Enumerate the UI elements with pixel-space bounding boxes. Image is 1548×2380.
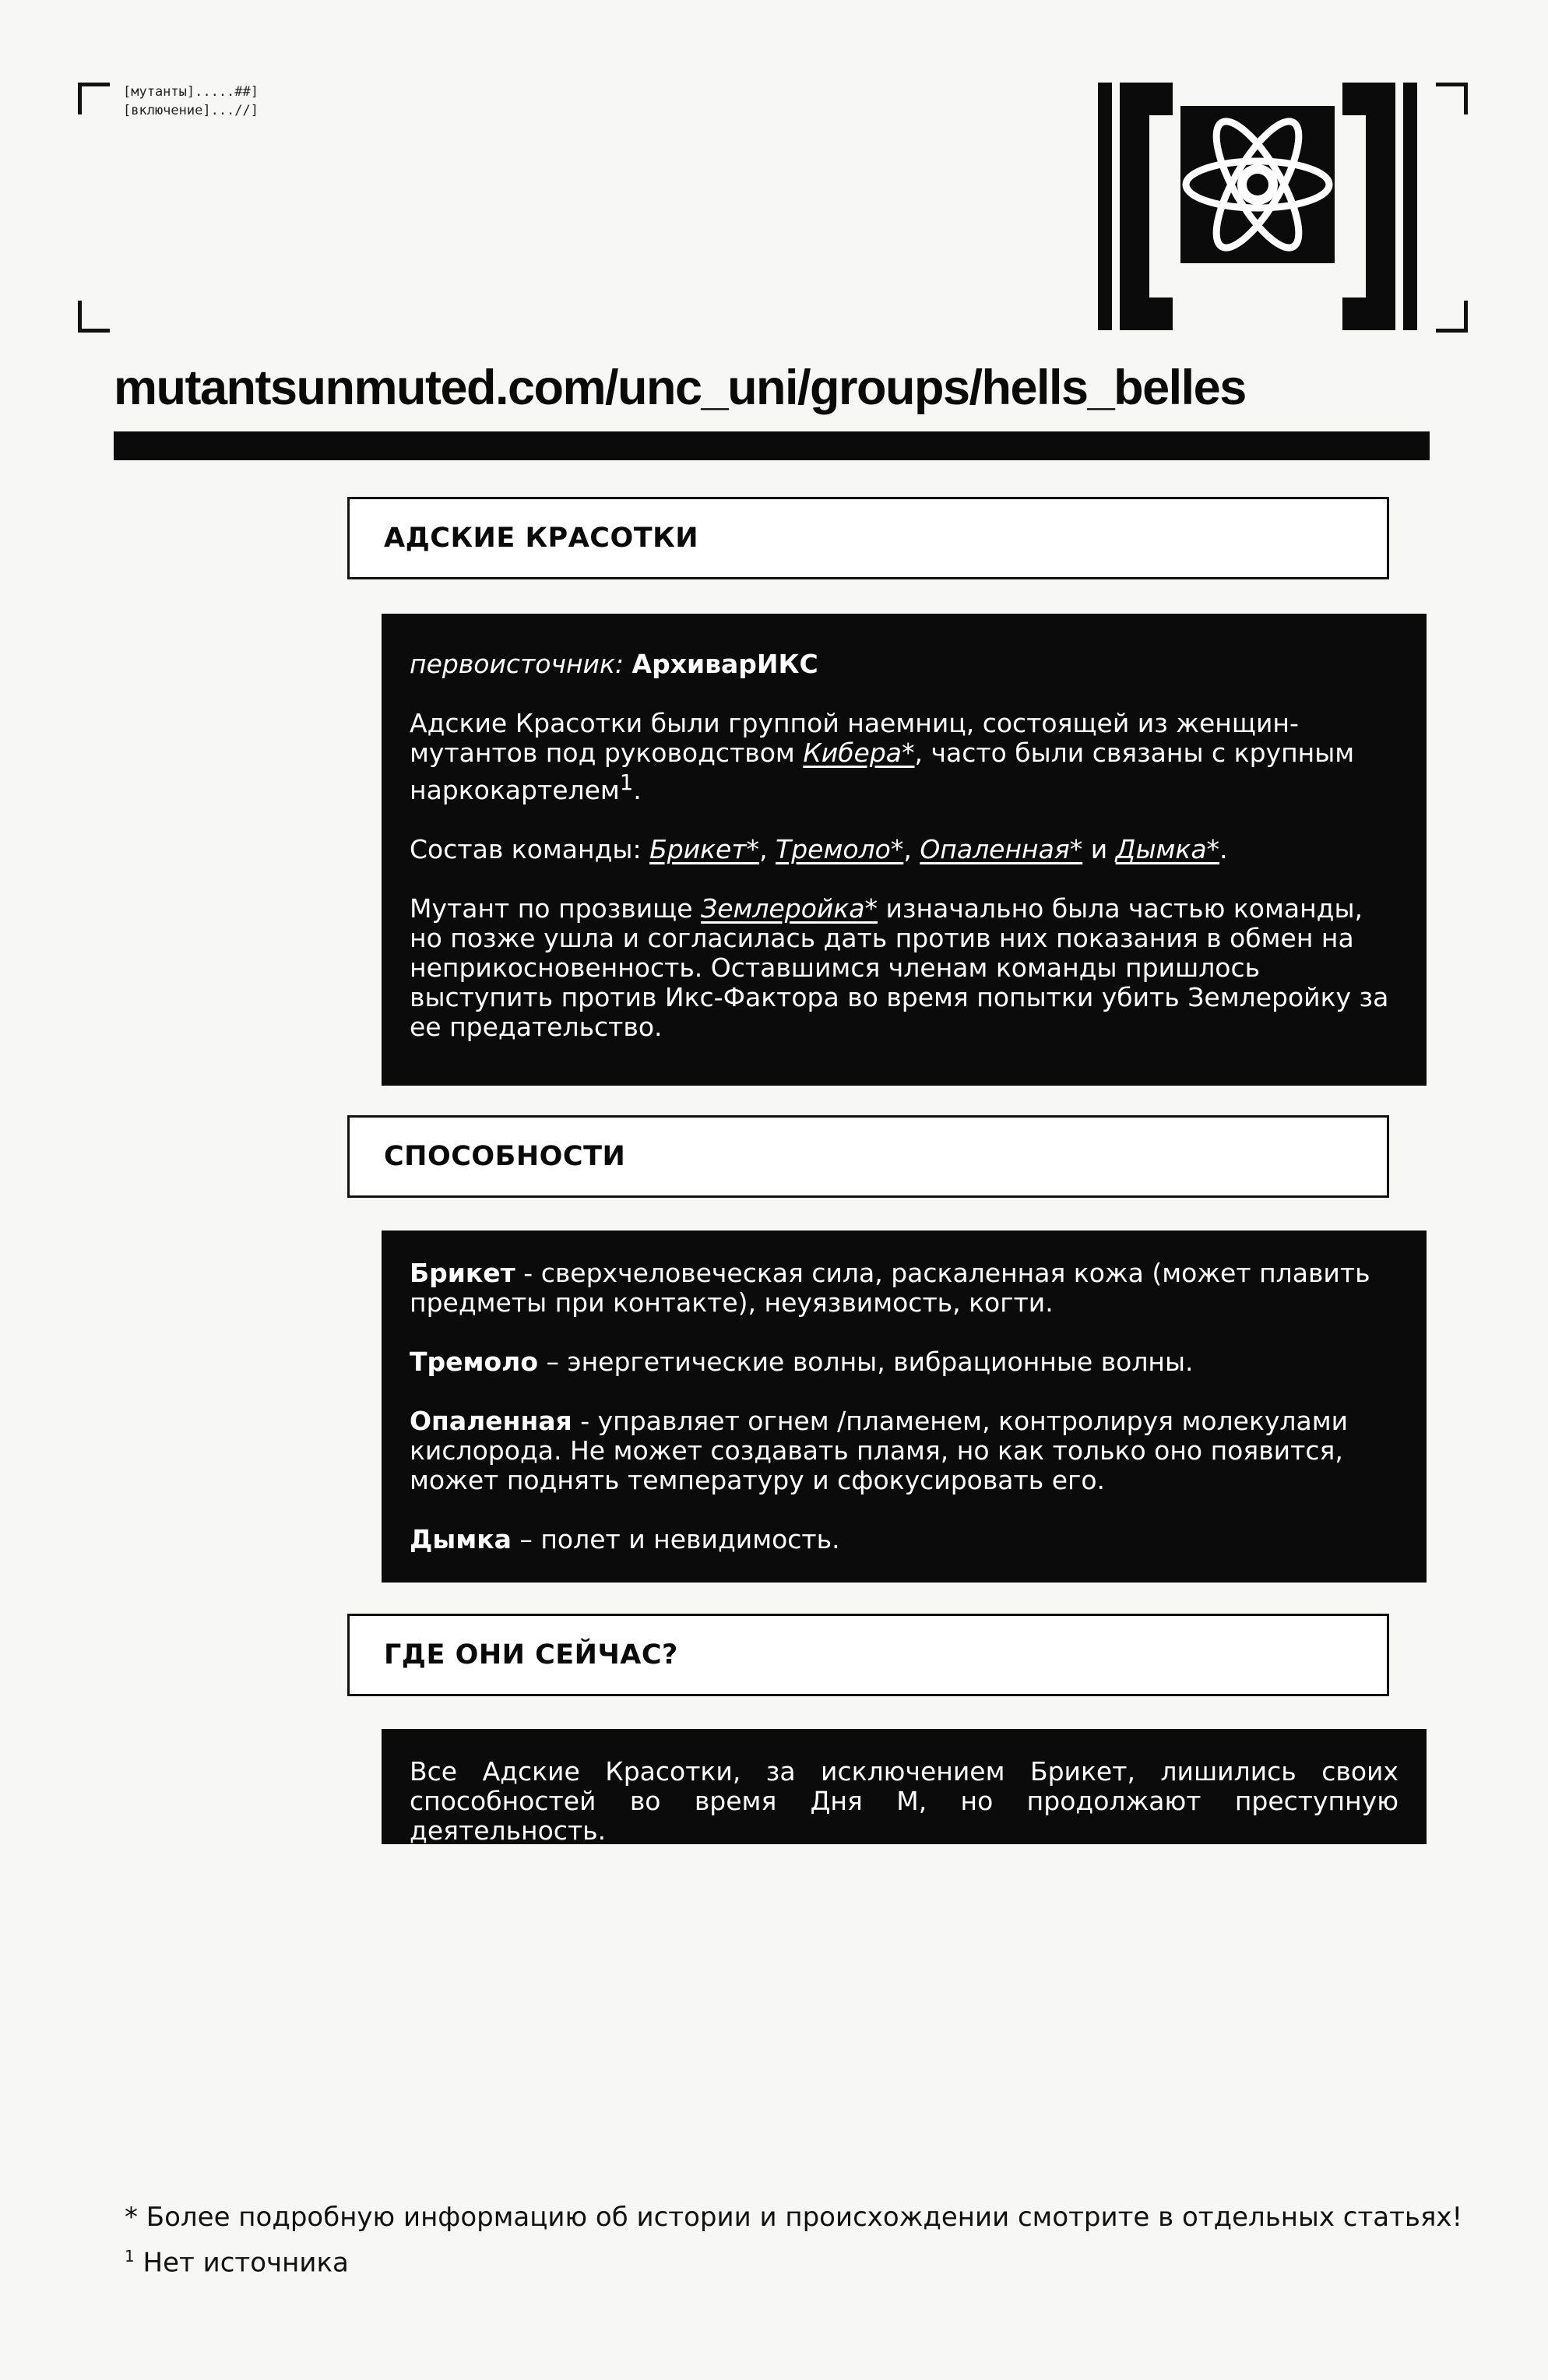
power-item [410, 1259, 1398, 1318]
text-span: , часто были связаны с крупным наркокартелем [410, 738, 1355, 805]
power-text: - управляет огнем /пламенем, контролируя молекулами кислорода. Не может создавать пламя, но как только оно появится, может поднять температуру и сфокусировать его. [410, 1406, 1349, 1495]
source-value: АрхиварИКС [632, 649, 818, 679]
footnote-mark: 1 [125, 2247, 135, 2266]
now-text: Все Адские Красотки, за исключением Брикет, лишились своих способностей во время Дня М, но продолжают преступную деятельность. [410, 1756, 1398, 1846]
text-span: Мутант по прозвище [410, 893, 702, 924]
frame-corner-bottom-right [1436, 301, 1468, 333]
footnote-star: * Более подробную информацию об истории и происхождении смотрите в отдельных статьях! [125, 2202, 1463, 2233]
power-item [410, 1525, 1398, 1554]
text-span: , [903, 834, 920, 864]
link-opalennaya[interactable]: Опаленная* [920, 834, 1083, 864]
link-briket[interactable]: Брикет* [649, 834, 760, 864]
frame-corner-bottom-left [78, 301, 110, 333]
overview-paragraph-2 [410, 835, 1398, 864]
corner-tag-inclusion: [включение]...//] [123, 103, 259, 118]
power-name: Брикет [410, 1258, 515, 1288]
header-rule [114, 431, 1430, 460]
link-kiber[interactable]: Кибера* [803, 738, 915, 768]
overview-paragraph-3 [410, 894, 1398, 1042]
text-span: . [633, 775, 642, 805]
atom-icon [1098, 83, 1417, 330]
power-text: – энергетические волны, вибрационные волны. [538, 1347, 1194, 1377]
power-text: – полет и невидимость. [511, 1524, 840, 1554]
text-span: Состав команды: [410, 834, 650, 864]
power-item [410, 1407, 1398, 1495]
text-span: изначально была частью команды, но позже ушла и согласилась дать против них показания в обмен на неприкосновенность. Оставшимся членам команды пришлось выступить против Икс-Фактора во время попытки убить Землеройку за ее предательство. [410, 893, 1389, 1042]
section-heading-overview: АДСКИЕ КРАСОТКИ [347, 497, 1389, 579]
now-panel [382, 1729, 1427, 1844]
section-heading-now: ГДЕ ОНИ СЕЙЧАС? [347, 1614, 1389, 1696]
text-span: . [1219, 834, 1228, 864]
frame-corner-top-left [78, 83, 110, 114]
xmen-logo [1098, 83, 1417, 330]
source-label: первоисточник: [410, 649, 624, 679]
text-span: Адские Красотки были группой наемниц, состоящей из женщин-мутантов под руководством [410, 708, 1299, 768]
link-zemleroyka[interactable]: Землеройка* [701, 893, 878, 924]
footnotes [125, 2198, 1462, 2282]
footnote-text: Нет источника [134, 2247, 349, 2279]
frame-corner-top-right [1436, 83, 1468, 114]
power-name: Тремоло [410, 1347, 538, 1377]
power-name: Дымка [410, 1524, 512, 1554]
power-text: - сверхчеловеческая сила, раскаленная кожа (может плавить предметы при контакте), неуязвимость, когти. [410, 1258, 1370, 1318]
powers-panel [382, 1230, 1427, 1583]
power-name: Опаленная [410, 1406, 572, 1436]
footnote-one [125, 2237, 1462, 2282]
power-item [410, 1347, 1398, 1377]
overview-paragraph-1 [410, 709, 1398, 805]
text-span: , [759, 834, 776, 864]
overview-panel [382, 614, 1427, 1086]
corner-tags [123, 83, 259, 120]
section-heading-powers: СПОСОБНОСТИ [347, 1115, 1389, 1198]
text-span: и [1082, 834, 1116, 864]
link-tremolo[interactable]: Тремоло* [776, 834, 904, 864]
footnote-ref: 1 [619, 770, 634, 795]
link-dymka[interactable]: Дымка* [1115, 834, 1220, 864]
page-url[interactable]: mutantsunmuted.com/unc_uni/groups/hells_belles [114, 361, 1246, 415]
corner-tag-mutants: [мутанты].....##] [123, 84, 259, 100]
source-line [410, 650, 1398, 679]
